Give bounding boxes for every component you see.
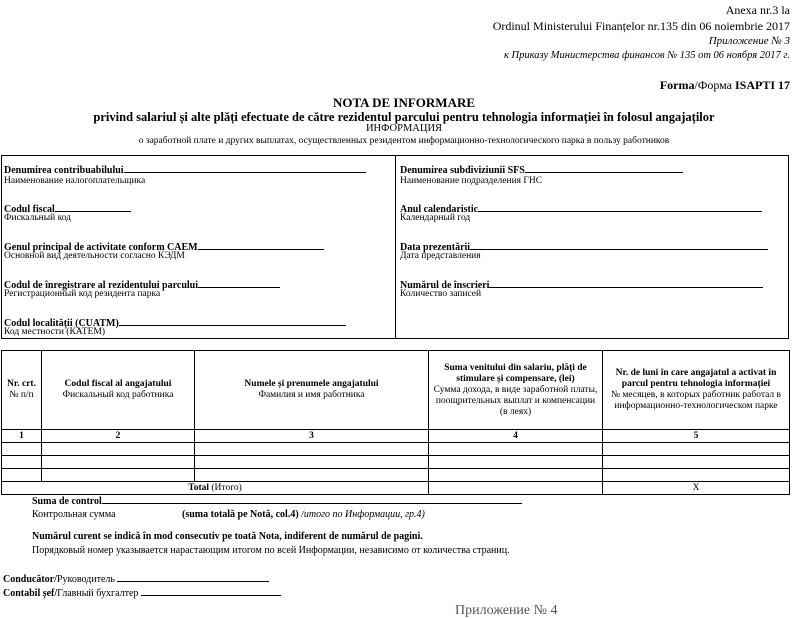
taxpayer-info-box: [1, 155, 789, 339]
table-cell[interactable]: [195, 443, 429, 456]
total-months-cell: X: [603, 482, 790, 495]
col-header-fiscal-code: Codul fiscal al angajatului Фискальный код работника: [42, 351, 195, 430]
col-header-income: Suma venitului din salariu, plăți de stimulare și compensare, (lei) Сумма дохода, в виде заработной платы, поощрительных выплат и компенсации (в леях): [429, 351, 603, 430]
table-cell[interactable]: [42, 443, 195, 456]
control-sum-field[interactable]: Suma de control: [32, 494, 522, 507]
park-registration-label-ru: Регистрационный код резидента парка: [4, 289, 161, 299]
table-total-row: [2, 482, 790, 495]
table-cell[interactable]: [42, 469, 195, 482]
page-title: NOTA DE INFORMARE: [332, 95, 476, 110]
calendar-year-label-ru: Календарный год: [400, 213, 471, 223]
annex-label-ru: Приложение № 3: [708, 35, 790, 47]
table-cell[interactable]: [2, 456, 42, 469]
col-number: 2: [42, 430, 195, 443]
taxpayer-name-label-ru: Наименование налогоплательщика: [4, 176, 146, 186]
table-row: [2, 443, 790, 456]
table-cell[interactable]: [2, 469, 42, 482]
control-sum-label-ru: Контрольная сумма: [32, 509, 116, 520]
col-header-nr: Nr. crt. № п/п: [2, 351, 42, 430]
order-reference-ru: к Приказу Министерства финансов № 135 от 06 ноября 2017 г.: [503, 50, 790, 61]
page-subtitle: privind salariul și alte plăți efectuate de către rezidentul parcului pentru tehnologia informației în folosul angajaților: [93, 110, 715, 124]
table-cell[interactable]: [429, 443, 603, 456]
main-activity-label-ru: Основной вид деятельности согласно КЭДМ: [4, 251, 185, 261]
employees-table: [1, 350, 790, 495]
total-label: Total (Итого): [2, 482, 429, 495]
page-title-ru: ИНФОРМАЦИЯ: [365, 123, 443, 134]
sequence-note-ru: Порядковый номер указывается нарастающим итогом по всей Информации, независимо от количества страниц.: [32, 545, 510, 556]
calendar-year-field[interactable]: Anul calendaristic: [400, 199, 762, 217]
box-divider: [395, 156, 396, 338]
manager-signature-field[interactable]: Conducător/Руководитель: [3, 572, 269, 585]
annex-label: Anexa nr.3 la: [725, 3, 790, 17]
records-count-label-ru: Количество записей: [400, 289, 482, 299]
col-header-name: Numele și prenumele angajatului Фамилия и имя работника: [195, 351, 429, 430]
taxpayer-name-field[interactable]: Denumirea contribuabilului: [4, 160, 366, 178]
table-column-numbers: [2, 430, 790, 443]
submission-date-label-ru: Дата представления: [400, 251, 481, 261]
records-count-field[interactable]: Numărul de înscrieri: [400, 275, 763, 293]
total-income-cell[interactable]: [429, 482, 603, 495]
fiscal-code-label-ru: Фискальный код: [4, 213, 72, 223]
col-number: 5: [603, 430, 790, 443]
table-header-row: [2, 351, 790, 430]
col-header-months: Nr. de luni în care angajatul a activat în parcul pentru tehnologia informației № месяцев, в которых работник работал в информационно-технологическом парке: [603, 351, 790, 430]
table-row: [2, 469, 790, 482]
col-number: 4: [429, 430, 603, 443]
locality-code-label-ru: Код местности (КАТЕМ): [4, 327, 106, 337]
table-cell[interactable]: [603, 469, 790, 482]
sfs-subdivision-field[interactable]: Denumirea subdiviziunii SFS: [400, 160, 683, 178]
table-row: [2, 456, 790, 469]
submission-date-field[interactable]: Data prezentării: [400, 237, 768, 255]
table-cell[interactable]: [195, 456, 429, 469]
control-sum-note: (suma totală pe Notă, col.4) /итого по Информации, гр.4): [182, 509, 425, 520]
main-activity-field[interactable]: Genul principal de activitate conform CAEM: [4, 237, 324, 255]
park-registration-field[interactable]: Codul de înregistrare al rezidentului parcului: [4, 275, 280, 293]
table-cell[interactable]: [2, 443, 42, 456]
table-cell[interactable]: [195, 469, 429, 482]
table-cell[interactable]: [429, 469, 603, 482]
fiscal-code-field[interactable]: Codul fiscal: [4, 199, 131, 217]
table-cell[interactable]: [42, 456, 195, 469]
sequence-note: Numărul curent se indică în mod consecutiv pe toată Nota, indiferent de numărul de pagini.: [32, 531, 423, 542]
table-cell[interactable]: [603, 456, 790, 469]
col-number: 3: [195, 430, 429, 443]
table-cell[interactable]: [429, 456, 603, 469]
form-code: Forma/Форма ISAPTI 17: [659, 78, 790, 92]
order-reference: Ordinul Ministerului Finanțelor nr.135 din 06 noiembrie 2017: [492, 19, 790, 33]
table-cell[interactable]: [603, 443, 790, 456]
accountant-signature-field[interactable]: Contabil șef/Главный бухгалтер: [3, 586, 281, 599]
next-annex-label: Приложение № 4: [455, 603, 558, 618]
page-subtitle-ru: о заработной плате и других выплатах, осуществленных резидентом информационно-технологического парка в пользу работников: [138, 136, 670, 146]
locality-code-field[interactable]: Codul localității (CUATM): [4, 313, 346, 331]
col-number: 1: [2, 430, 42, 443]
sfs-subdivision-label-ru: Наименование подразделения ГНС: [400, 176, 543, 186]
